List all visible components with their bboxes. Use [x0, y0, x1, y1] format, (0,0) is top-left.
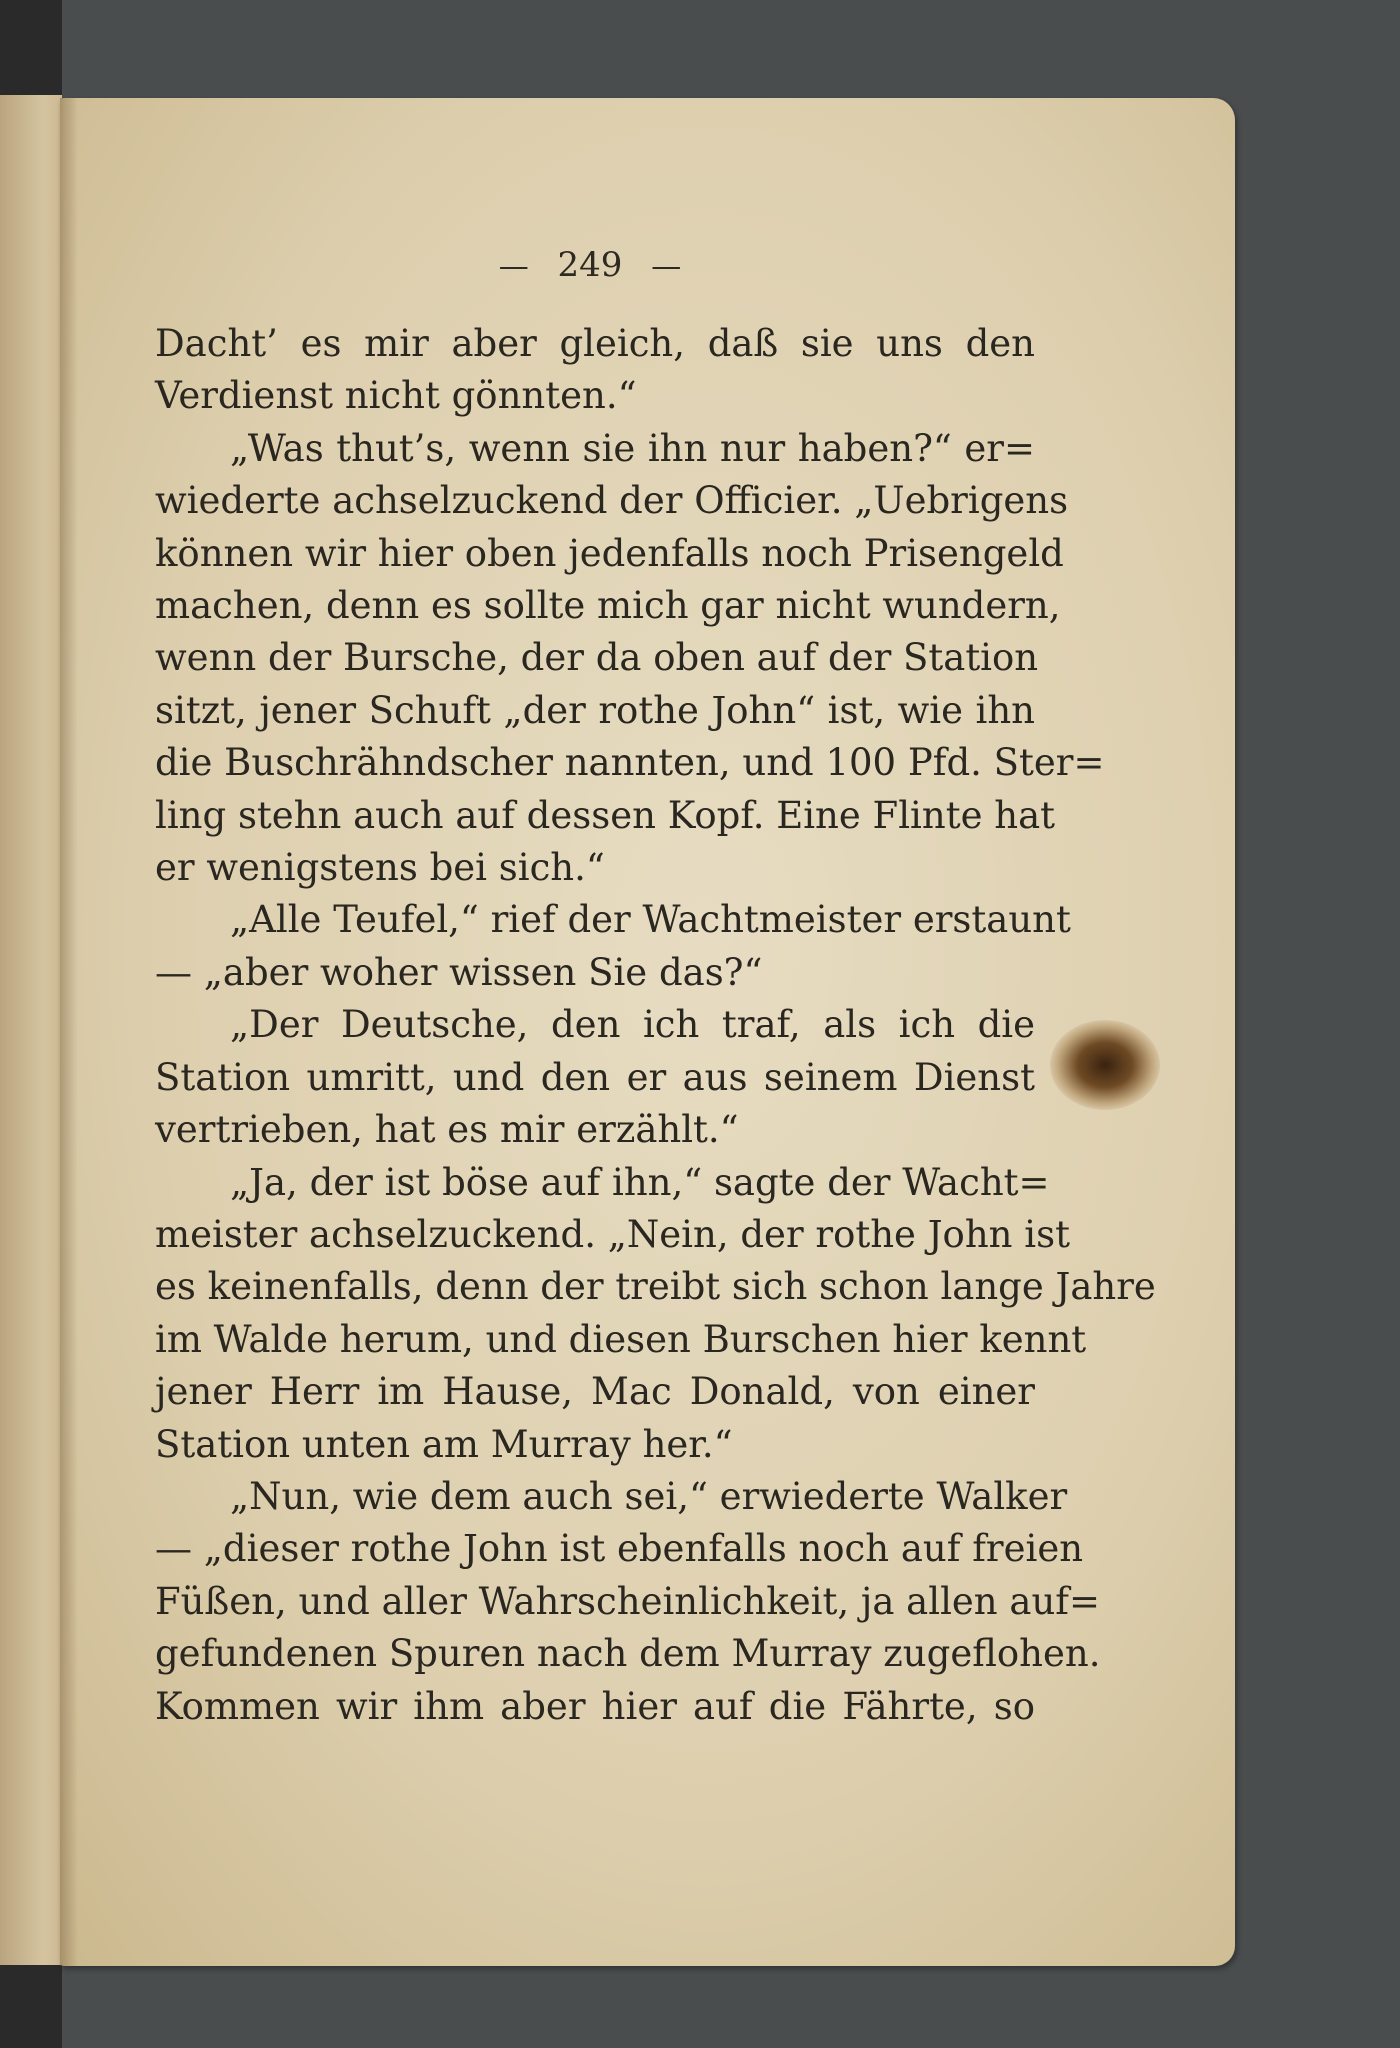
text-line: können wir hier oben jedenfalls noch Prisengeld	[155, 531, 1064, 575]
text-line: „Nun, wie dem auch sei,“ erwiederte Walker	[230, 1474, 1068, 1518]
text-line: „Alle Teufel,“ rief der Wachtmeister erstaunt	[230, 898, 1071, 942]
header-ornament-right: —	[651, 249, 682, 284]
running-header	[460, 240, 720, 290]
text-line: meister achselzuckend. „Nein, der rothe John ist	[155, 1212, 1070, 1256]
text-line: „Ja, der ist böse auf ihn,“ sagte der Wacht=	[230, 1160, 1050, 1204]
text-line: er wenigstens bei sich.“	[155, 846, 605, 890]
text-line: — „dieser rothe John ist ebenfalls noch auf freien	[155, 1527, 1084, 1571]
body-text	[155, 318, 1156, 1733]
page-number: 249	[557, 245, 623, 285]
text-line: Verdienst nicht gönnten.“	[155, 374, 637, 418]
text-line: Kommen wir ihm aber hier auf die Fährte, so	[155, 1684, 1035, 1728]
text-line: „Was thut’s, wenn sie ihn nur haben?“ er=	[230, 426, 1035, 470]
text-line: ling stehn auch auf dessen Kopf. Eine Flinte hat	[155, 793, 1055, 837]
text-line: Füßen, und aller Wahrscheinlichkeit, ja allen auf=	[155, 1579, 1100, 1623]
text-line: Dacht’ es mir aber gleich, daß sie uns den	[155, 322, 1035, 365]
text-line: wiederte achselzuckend der Officier. „Uebrigens	[155, 479, 1069, 523]
previous-page-edge	[0, 95, 62, 1965]
paper-stain	[1050, 1020, 1160, 1110]
text-line: sitzt, jener Schuft „der rothe John“ ist, wie ihn	[155, 688, 1035, 732]
text-line: Station unten am Murray her.“	[155, 1422, 733, 1466]
text-line: Station umritt, und den er aus seinem Dienst	[155, 1055, 1035, 1099]
text-line: jener Herr im Hause, Mac Donald, von einer	[155, 1370, 1035, 1414]
text-line: — „aber woher wissen Sie das?“	[155, 950, 763, 994]
text-line: vertrieben, hat es mir erzählt.“	[155, 1108, 739, 1152]
header-ornament-left: —	[498, 249, 529, 284]
page-gutter-shadow	[60, 98, 78, 1966]
text-line: machen, denn es sollte mich gar nicht wundern,	[155, 584, 1061, 628]
text-line: im Walde herum, und diesen Burschen hier kennt	[155, 1317, 1087, 1361]
text-line: wenn der Bursche, der da oben auf der Station	[155, 636, 1039, 680]
text-line: es keinenfalls, denn der treibt sich schon lange Jahre	[155, 1265, 1156, 1309]
text-line: „Der Deutsche, den ich traf, als ich die	[230, 1003, 1035, 1047]
text-line: gefundenen Spuren nach dem Murray zugeflohen.	[155, 1632, 1101, 1676]
text-line: die Buschrähndscher nannten, und 100 Pfd. Ster=	[155, 741, 1105, 785]
